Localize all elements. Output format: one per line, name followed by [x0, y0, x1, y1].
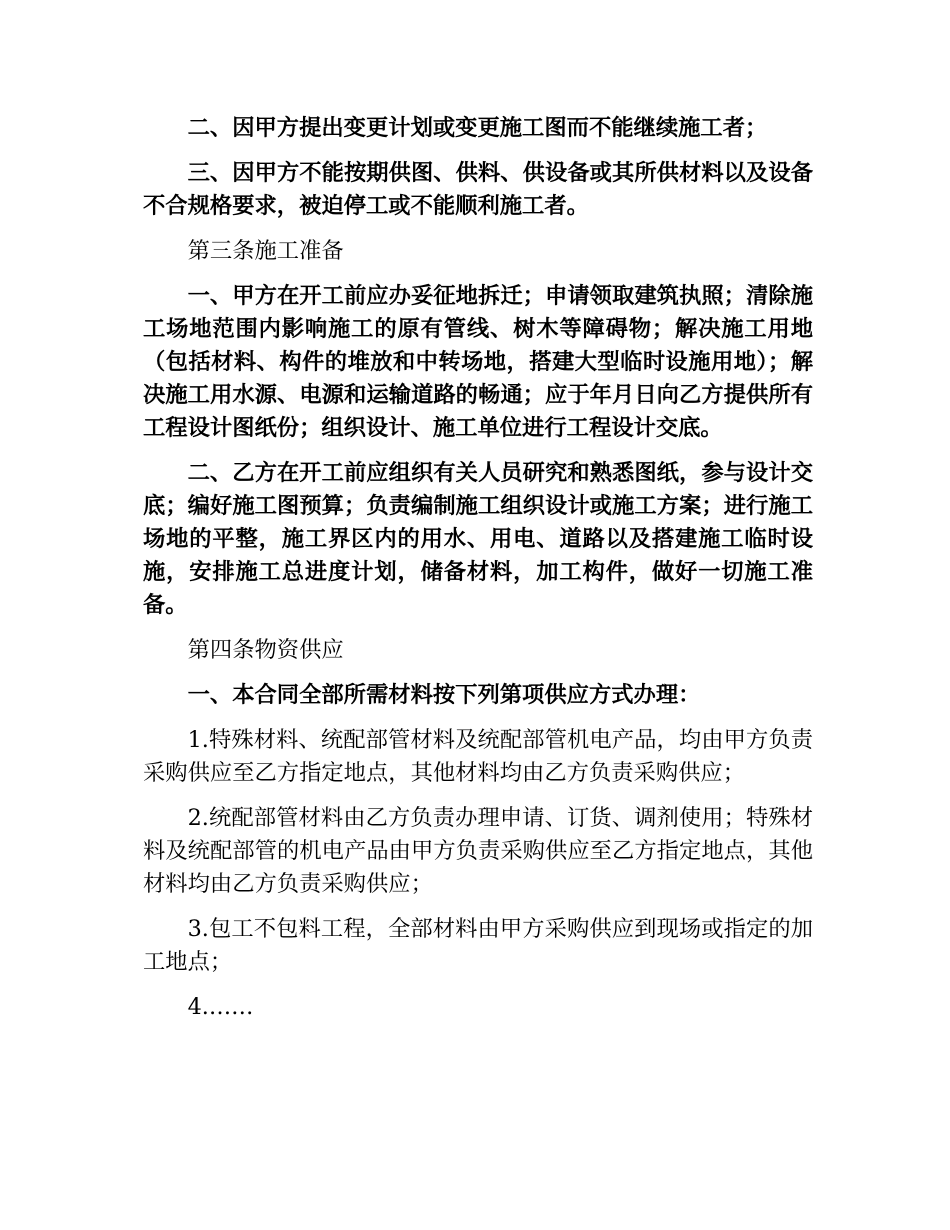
supply-option-2: 2.统配部管材料由乙方负责办理申请、订货、调剂使用；特殊材料及统配部管的机电产品由甲方负责采购供应至乙方指定地点，其他材料均由乙方负责采购供应； — [143, 805, 813, 897]
article-3-heading: 第三条施工准备 — [187, 238, 344, 264]
document-page — [143, 112, 813, 1036]
supply-option-3: 3.包工不包料工程，全部材料由甲方采购供应到现场或指定的加工地点； — [143, 916, 813, 975]
article-4-heading: 第四条物资供应 — [187, 637, 344, 663]
clause-3-1-party-a-preparation: 一、甲方在开工前应办妥征地拆迁；申请领取建筑执照；清除施工场地范围内影响施工的原有管线、树木等障碍物；解决施工用地（包括材料、构件的堆放和中转场地，搭建大型临时设施用地）；解决施工用水源、电源和运输道路的畅通；应于年月日向乙方提供所有工程设计图纸份；组织设计、施工单位进行工程设计交底。 — [143, 283, 813, 441]
clause-3-2-party-b-preparation: 二、乙方在开工前应组织有关人员研究和熟悉图纸，参与设计交底；编好施工图预算；负责编制施工组织设计或施工方案；进行施工场地的平整，施工界区内的用水、用电、道路以及搭建施工临时设施，安排施工总进度计划，储备材料，加工构件，做好一切施工准备。 — [143, 460, 813, 618]
supply-option-4: 4.…… — [187, 994, 254, 1020]
supply-option-1: 1.特殊材料、统配部管材料及统配部管机电产品，均由甲方负责采购供应至乙方指定地点，其他材料均由乙方负责采购供应； — [143, 727, 813, 786]
clause-4-1-supply-method: 一、本合同全部所需材料按下列第项供应方式办理： — [187, 682, 701, 708]
clause-2-2-change-plan: 二、因甲方提出变更计划或变更施工图而不能继续施工者； — [187, 115, 768, 141]
clause-2-3-supply-failure: 三、因甲方不能按期供图、供料、供设备或其所供材料以及设备不合规格要求，被迫停工或不能顺利施工者。 — [143, 160, 813, 219]
